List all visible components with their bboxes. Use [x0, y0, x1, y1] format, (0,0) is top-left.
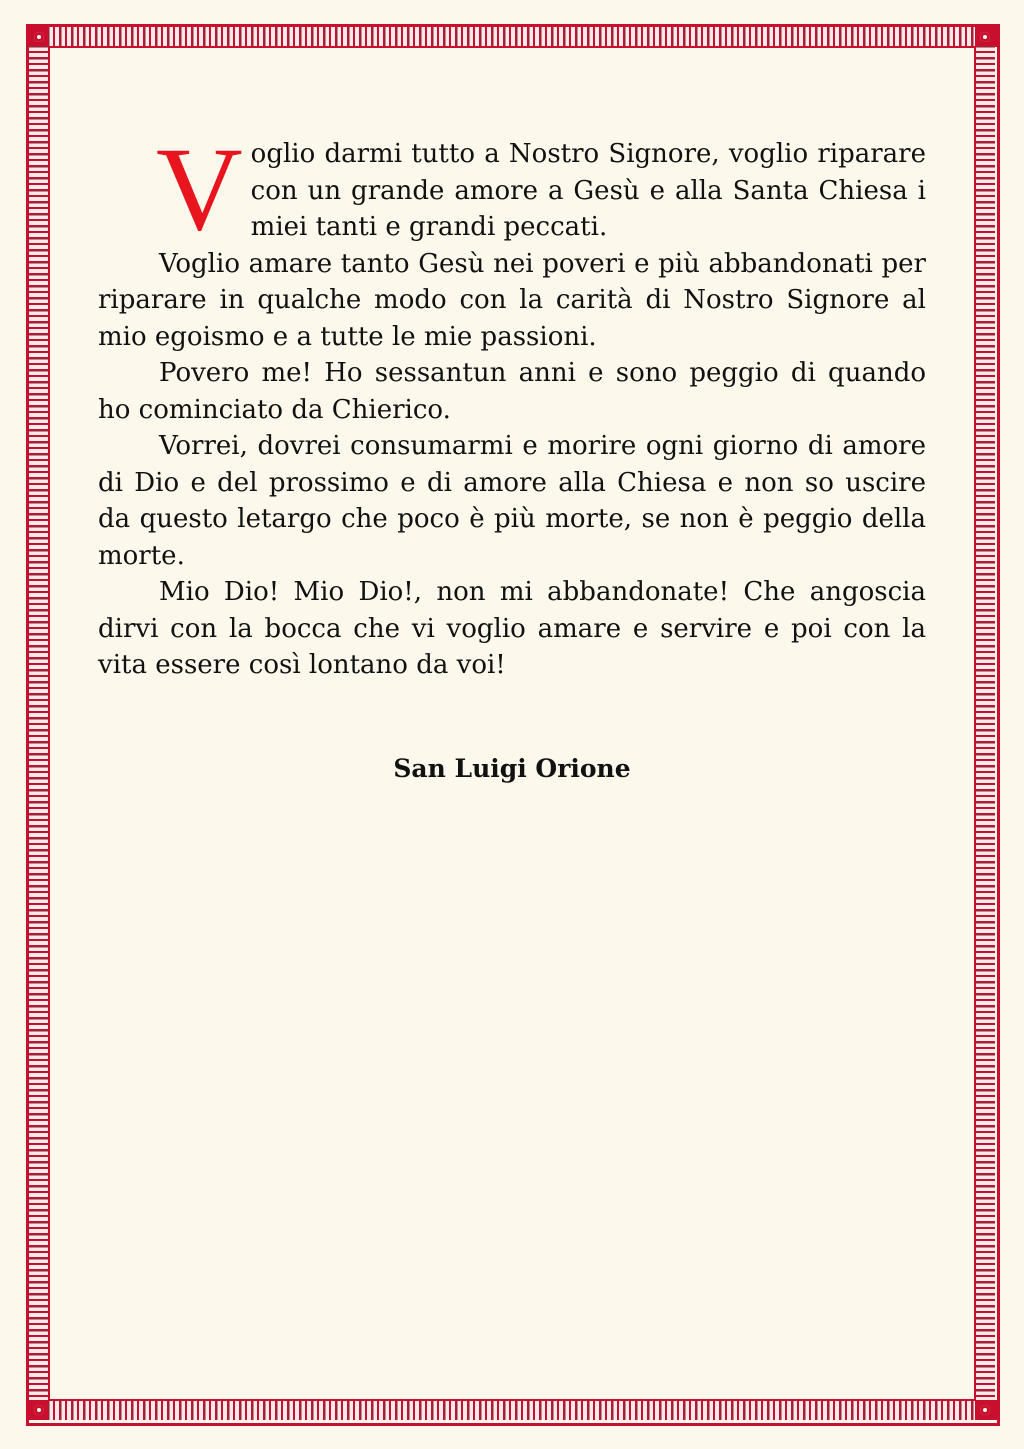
decorative-border-band-bottom — [29, 1400, 997, 1420]
paragraph: Mio Dio! Mio Dio!, non mi abbandonate! Che angoscia dirvi con la bocca che vi voglio amare e servire e poi con la vita essere così lontano da voi! — [98, 577, 926, 680]
prayer-text — [98, 122, 926, 684]
corner-ornament-icon — [975, 27, 995, 47]
corner-ornament-icon — [29, 27, 49, 47]
paragraph: Vorrei, dovrei consumarmi e morire ogni giorno di amore di Dio e del prossimo e di amore alla Chiesa e non so uscire da questo letargo che poco è più morte, se non è peggio della morte. — [98, 431, 926, 571]
drop-cap: V — [156, 122, 243, 255]
corner-ornament-icon — [975, 1400, 995, 1420]
decorative-border-band-right — [975, 27, 995, 1420]
paragraph — [98, 122, 926, 255]
paragraph: Povero me! Ho sessantun anni e sono peggio di quando ho cominciato da Chierico. — [98, 358, 926, 425]
corner-ornament-icon — [29, 1400, 49, 1420]
decorative-border-band-left — [29, 27, 49, 1420]
signature: San Luigi Orione — [393, 754, 631, 783]
paragraph: Voglio amare tanto Gesù nei poveri e più abbandonati per riparare in qualche modo con la carità di Nostro Signore al mio egoismo e a tutte le mie passioni. — [98, 248, 926, 352]
decorative-border-band-top — [29, 27, 997, 47]
paragraph-text: oglio darmi tutto a Nostro Signore, voglio riparare con un grande amore a Gesù e alla Santa Chiesa i miei tanti e grandi peccati. — [250, 139, 926, 242]
